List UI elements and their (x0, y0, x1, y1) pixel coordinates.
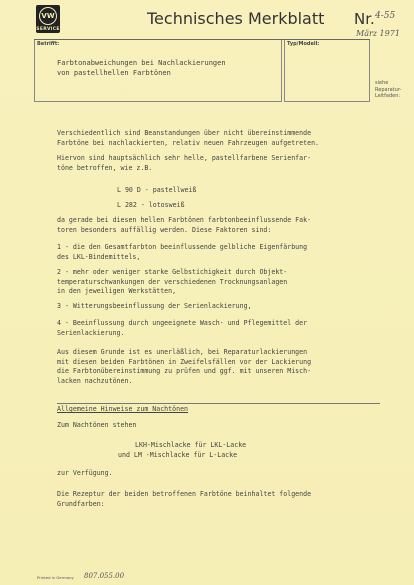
footer-document-number: 807.055.00 (84, 572, 125, 580)
paragraph-affected: Hiervon sind hauptsächlich sehr helle, pastellfarbene Serienfar- töne betroffen, wie z.B. (57, 154, 312, 172)
color-code-1: L 90 D - pastellweiß (117, 186, 197, 194)
typ-modell-label: Typ/Modell: (287, 41, 320, 47)
logo-brand-text: SERVICE (36, 27, 60, 32)
mix-lacquer-2: und LM -Mischlacke für L-Lacke (118, 451, 238, 459)
subject-text: Farbtonabweichungen bei Nachlackierungen von pastellhellen Farbtönen (57, 59, 226, 77)
color-code-2: L 282 - lotosweiß (117, 201, 185, 209)
paragraph-factors: da gerade bei diesen hellen Farbtönen farbtonbeeinflussende Fak- toren besonders auffällig werden. Diese Faktoren sind: (57, 216, 312, 234)
document-date: März 1971 (356, 29, 400, 38)
list-item-1: 1 - die den Gesamtfarbton beeinflussende gelbliche Eigenfärbung des LKL-Bindemittels, (57, 243, 308, 261)
paragraph-reason: Aus diesem Grunde ist es unerläßlich, bei Reparaturlackierungen mit diesen beiden Farbtönen in Zweifelsfällen vor der Lackierung die Farbtonübereinstimmung zu prüfen und ggf. mit unseren Misch- lacken nachzutönen. (57, 348, 312, 385)
paragraph-recipe: Die Rezeptur der beiden betroffenen Farbtöne beinhaltet folgende Grundfarben: (57, 490, 312, 508)
betrifft-box (34, 40, 282, 102)
section-divider (57, 403, 380, 404)
mix-lacquer-1: LKH-Mischlacke für LKL-Lacke (135, 441, 247, 449)
list-item-4: 4 - Beeinflussung durch ungeeignete Wasch- und Pflegemittel der Serienlackierung. (57, 319, 308, 337)
vw-service-logo (36, 5, 60, 33)
side-note: siehe Reparatur- Leitfaden: (375, 80, 402, 99)
section-heading: Allgemeine Hinweise zum Nachtönen (57, 405, 189, 413)
vw-logo-icon: VW (39, 7, 57, 25)
printed-in-label: Printed in Germany (37, 575, 74, 580)
document-number (354, 9, 396, 28)
nr-label: Nr. (354, 10, 375, 28)
typ-modell-box (284, 40, 370, 102)
list-item-3: 3 - Witterungsbeeinflussung der Serienlackierung, (57, 302, 252, 310)
document-title: Technisches Merkblatt (147, 9, 325, 28)
paragraph-available: zur Verfügung. (57, 469, 113, 477)
paragraph-tinting: Zum Nachtönen stehen (57, 421, 137, 429)
betrifft-label: Betrifft: (37, 41, 60, 47)
list-item-2: 2 - mehr oder weniger starke Gelbstichigkeit durch Objekt- temperaturschwankungen der verschiedenen Trocknungsanlagen in den jeweiligen Werkstätten, (57, 268, 288, 296)
paragraph-intro: Verschiedentlich sind Beanstandungen über nicht übereinstimmende Farbtöne bei nachlackierten, relativ neuen Fahrzeugen aufgetreten. (57, 129, 320, 147)
nr-value: 4-55 (375, 11, 396, 21)
